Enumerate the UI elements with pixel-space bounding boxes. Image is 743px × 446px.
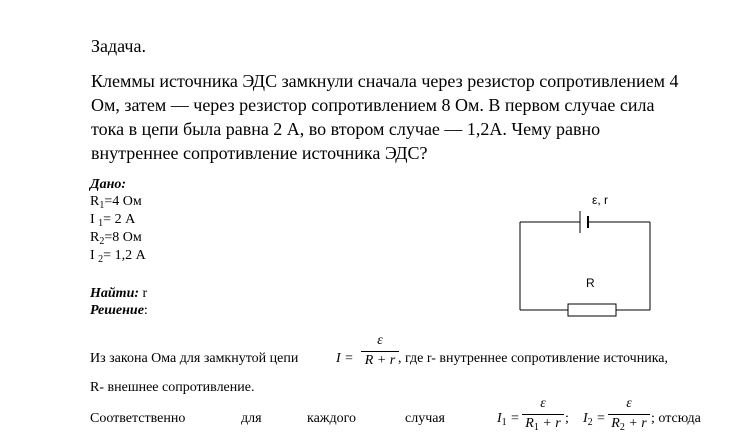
given-item: I $_2$= 1,2 А — [90, 248, 146, 265]
problem-line-2: Ом, затем — через резистор сопротивлением 8 Ом. В первом случае сила — [91, 95, 655, 115]
source-label: ε, r — [592, 193, 609, 207]
problem-line-3: тока в цепи была равна 2 А, во втором случае — 1,2А. Чему равно — [91, 119, 601, 139]
find-value: r — [139, 286, 148, 301]
given-item: I $_1$= 2 А — [90, 212, 136, 229]
task-heading: Задача. — [91, 36, 146, 56]
given-item: $R_1=4$ Ом — [90, 194, 142, 211]
eq-separator: ; — [565, 411, 569, 426]
resp-word: для — [241, 411, 262, 426]
circuit-diagram — [500, 185, 670, 325]
ohm-text-after: , где r- внутреннее сопротивление источника, — [398, 351, 669, 366]
solution-line: Решение: — [90, 303, 148, 318]
problem-line-4: внутреннее сопротивление источника ЭДС? — [91, 143, 428, 163]
find-label: Найти: — [90, 286, 140, 301]
ohm-fraction: ε R + r — [361, 333, 399, 369]
resp-word: каждого — [307, 411, 356, 426]
given-item: $R_2=8$ Ом — [90, 230, 142, 247]
resistor-label: R — [586, 276, 595, 290]
problem-line-1: Клеммы источника ЭДС замкнули сначала через резистор сопротивлением 4 — [91, 71, 679, 91]
eq1-fraction: ε $R_1 + r$ — [522, 396, 564, 436]
given-label: Дано: — [90, 177, 126, 192]
resp-word: Соответственно — [90, 411, 186, 426]
eq1-lhs: $I_1$ = — [497, 411, 520, 428]
ohm-text-before: Из закона Ома для замкнутой цепи — [90, 351, 299, 366]
resp-word: случая — [405, 411, 445, 426]
ohm-line-2: R- внешнее сопротивление. — [90, 380, 255, 395]
eq-tail: ; отсюда — [651, 411, 701, 426]
find-line — [90, 285, 147, 303]
eq2-fraction: ε $R_2 + r$ — [608, 396, 650, 436]
eq2-lhs: $I_2$ = — [583, 411, 606, 428]
solution-label: Решение — [90, 303, 144, 318]
ohm-formula-lhs: I = — [336, 351, 354, 366]
resistor-symbol — [568, 304, 616, 316]
